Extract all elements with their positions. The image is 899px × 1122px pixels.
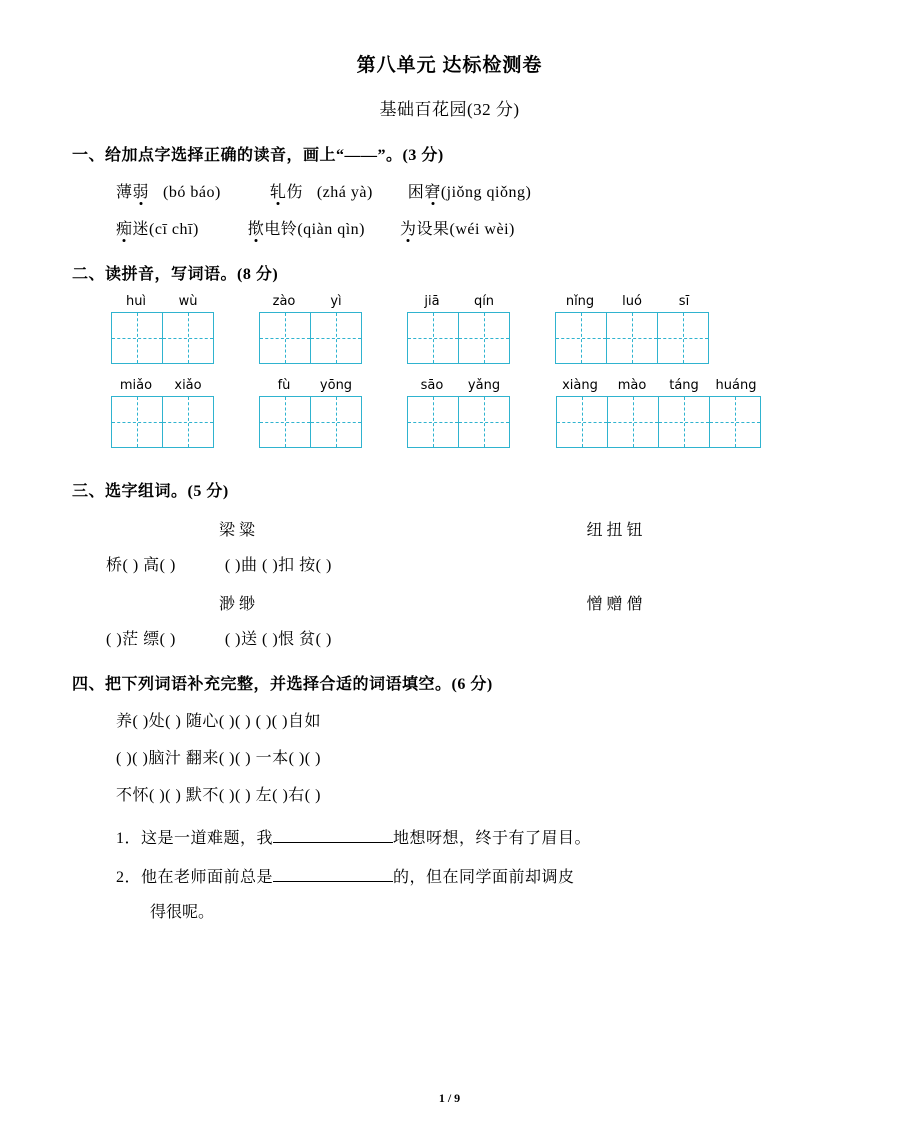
tianzige-group[interactable] [407, 312, 510, 364]
q4-row-3[interactable]: 不怀( )( ) 默不( )( ) 左( )右( ) [116, 787, 321, 804]
tianzige-cell[interactable] [658, 396, 710, 448]
pinyin-label: xiàng mào táng huáng [562, 378, 757, 393]
q3-chars-right-1: 纽 扭 钮 [586, 522, 643, 539]
question-3-heading: 三、选字组词。(5 分) [72, 483, 229, 500]
pinyin-label: nǐng luó sī [565, 294, 690, 309]
tianzige-cell[interactable] [407, 312, 459, 364]
q1-item-1: 薄弱 (bó báo) [116, 184, 221, 201]
q4-sentence-1 [116, 825, 827, 848]
pinyin-label: jiā qín [424, 294, 495, 309]
q2-word-group [406, 294, 510, 364]
q2-word-group [258, 294, 362, 364]
tianzige-group[interactable] [555, 312, 709, 364]
question-4-heading: 四、把下列词语补充完整，并选择合适的词语填空。(6 分) [72, 676, 493, 693]
q4-sentence-1-pre: 1．这是一道难题，我 [116, 830, 274, 847]
q4-sentence-2 [116, 864, 827, 887]
tianzige-cell[interactable] [709, 396, 761, 448]
tianzige-cell[interactable] [407, 396, 459, 448]
q3-chars-left-1: 梁 粱 [218, 522, 255, 539]
q3-items-left-1[interactable]: 桥( ) 高( ) [106, 557, 176, 574]
tianzige-cell[interactable] [556, 396, 608, 448]
pinyin-label: sāo yǎng [420, 378, 501, 393]
q3-chars-left-2: 渺 缈 [218, 596, 255, 613]
q4-sentence-2-line2: 得很呢。 [150, 904, 215, 921]
tianzige-cell[interactable] [111, 312, 163, 364]
tianzige-group[interactable] [259, 312, 362, 364]
tianzige-cell[interactable] [259, 312, 311, 364]
tianzige-cell[interactable] [162, 396, 214, 448]
tianzige-cell[interactable] [162, 312, 214, 364]
tianzige-cell[interactable] [555, 312, 607, 364]
tianzige-cell[interactable] [111, 396, 163, 448]
q2-word-group [258, 378, 362, 448]
q1-item-4: 痴迷(cī chī) [116, 221, 199, 238]
q2-word-group [554, 378, 762, 448]
tianzige-group[interactable] [111, 312, 214, 364]
pinyin-label: huì wù [125, 294, 198, 309]
question-1-row-1 [116, 179, 827, 202]
tianzige-cell[interactable] [310, 396, 362, 448]
tianzige-cell[interactable] [657, 312, 709, 364]
pinyin-label: miǎo xiǎo [119, 378, 202, 393]
q2-row-1 [110, 294, 827, 364]
page-number: 1 / 9 [438, 1091, 461, 1105]
tianzige-cell[interactable] [458, 312, 510, 364]
q4-sentence-1-blank[interactable] [273, 826, 393, 843]
q1-item-3: 困窘(jiǒng qiǒng) [408, 184, 532, 201]
tianzige-group[interactable] [259, 396, 362, 448]
q4-sentence-2-blank[interactable] [273, 865, 393, 882]
q3-items-right-2[interactable]: ( )送 ( )恨 贫( ) [224, 631, 332, 648]
pinyin-label: zào yì [272, 294, 342, 309]
tianzige-cell[interactable] [607, 396, 659, 448]
q4-sentence-1-post: 地想呀想，终于有了眉目。 [393, 830, 592, 847]
q4-row-1[interactable]: 养( )处( ) 随心( )( ) ( )( )自如 [116, 713, 321, 730]
q1-item-2: 轧伤 (zhá yà) [270, 184, 373, 201]
q1-item-5: 揿电铃(qiàn qìn) [248, 221, 365, 238]
tianzige-cell[interactable] [259, 396, 311, 448]
tianzige-group[interactable] [556, 396, 761, 448]
tianzige-group[interactable] [111, 396, 214, 448]
q2-word-group [110, 378, 214, 448]
page-title: 第八单元 达标检测卷 [356, 55, 543, 76]
q2-word-group [406, 378, 510, 448]
pinyin-label: fù yōng [277, 378, 353, 393]
tianzige-group[interactable] [407, 396, 510, 448]
tianzige-cell[interactable] [458, 396, 510, 448]
question-2-heading: 二、读拼音，写词语。(8 分) [72, 266, 279, 283]
q3-items-left-2[interactable]: ( )茫 缥( ) [106, 631, 176, 648]
tianzige-cell[interactable] [310, 312, 362, 364]
question-1-row-2 [116, 216, 827, 239]
q3-chars-right-2: 憎 赠 僧 [586, 596, 643, 613]
q3-items-row-1[interactable] [106, 552, 827, 575]
q3-items-row-2[interactable] [106, 626, 827, 649]
q3-chars-row-2 [72, 591, 827, 614]
q4-sentence-2-post: 的，但在同学面前却调皮 [393, 869, 575, 886]
q3-chars-row-1 [72, 517, 827, 540]
tianzige-cell[interactable] [606, 312, 658, 364]
q4-row-2[interactable]: ( )( )脑汁 翻来( )( ) 一本( )( ) [116, 750, 321, 767]
q3-items-right-1[interactable]: ( )曲 ( )扣 按( ) [224, 557, 332, 574]
q2-row-2 [110, 378, 827, 448]
q2-word-group [554, 294, 710, 364]
q4-sentence-2-pre: 2．他在老师面前总是 [116, 869, 274, 886]
q1-item-6: 为设果(wéi wèi) [400, 221, 515, 238]
q2-word-group [110, 294, 214, 364]
question-1-heading: 一、给加点字选择正确的读音，画上“——”。(3 分) [72, 147, 444, 164]
section-title: 基础百花园(32 分) [379, 100, 520, 119]
